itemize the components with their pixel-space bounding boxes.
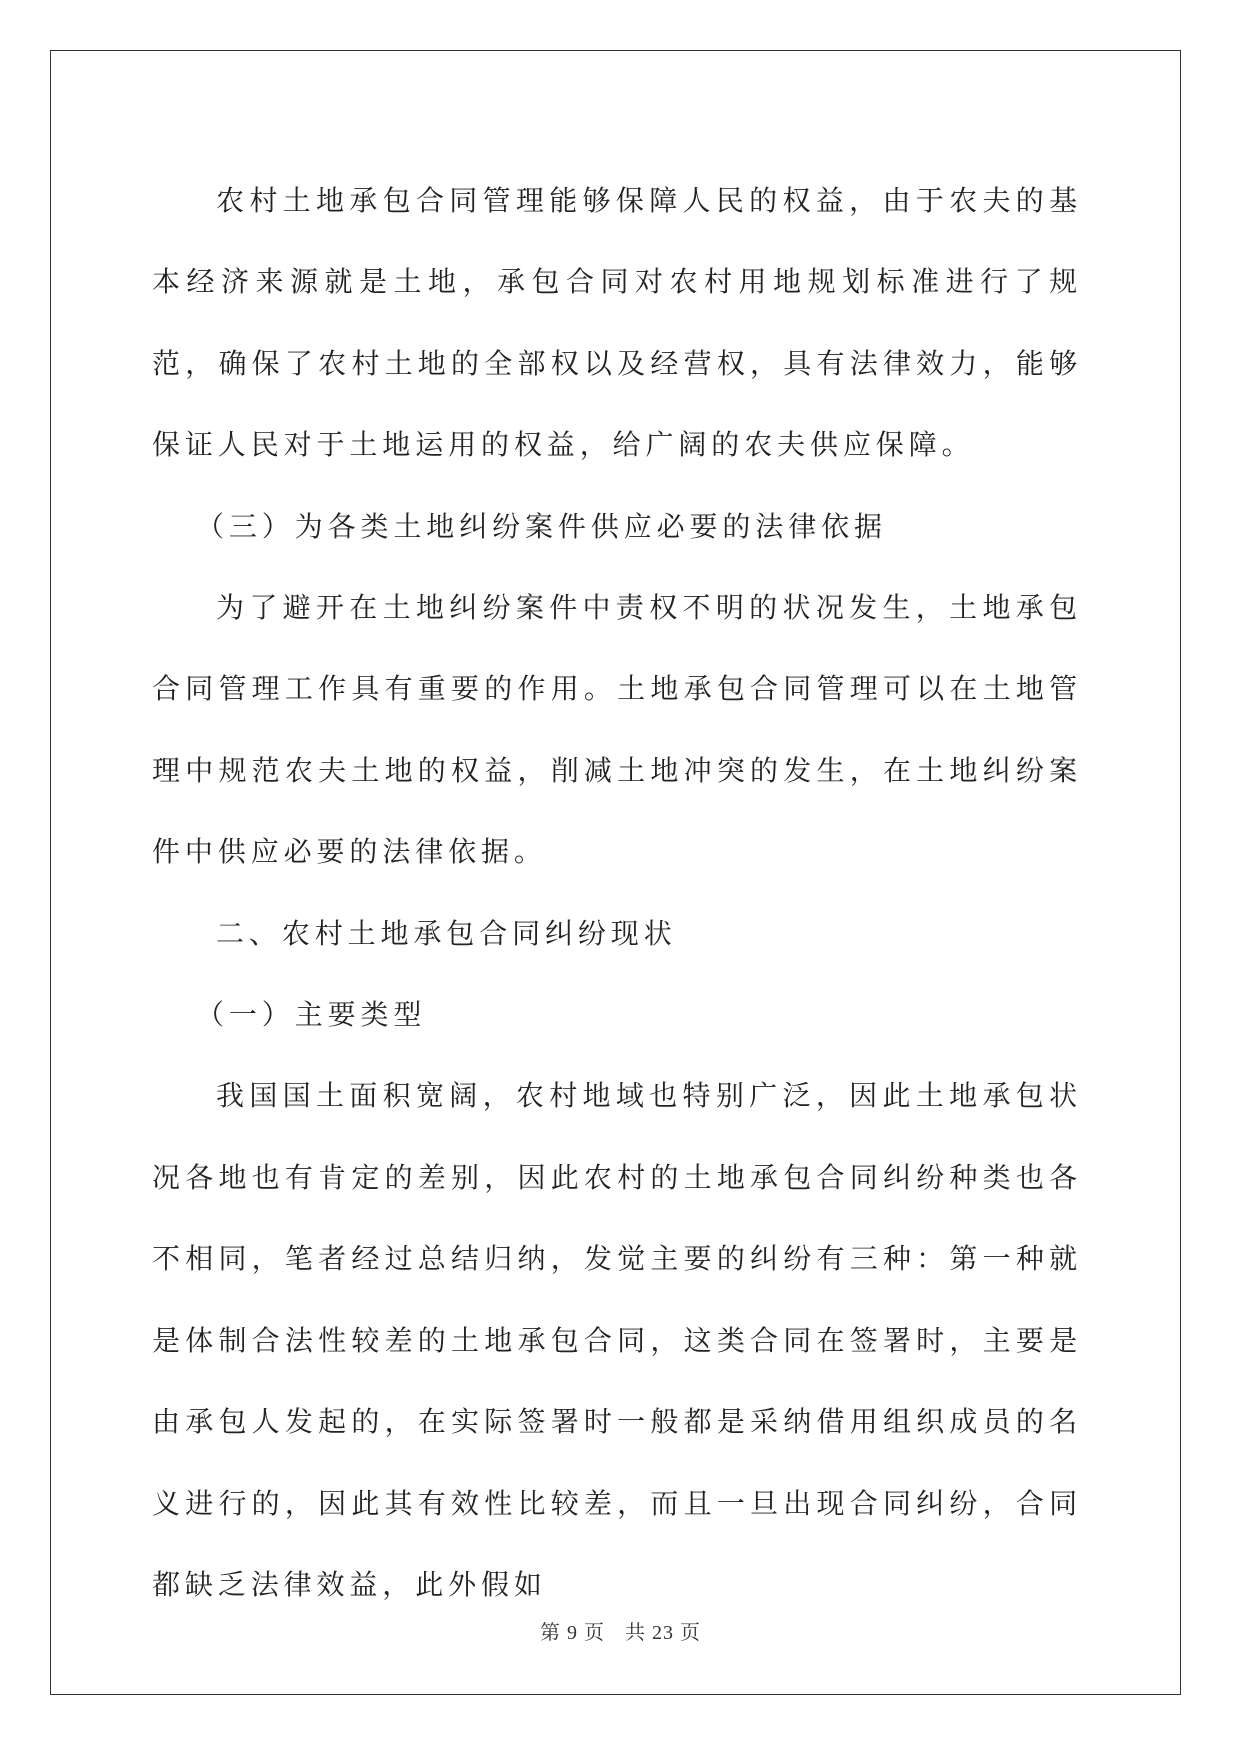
paragraph-main-types: 我国国土面积宽阔，农村地域也特别广泛，因此土地承包状况各地也有肯定的差别，因此农村的土地承包合同纠纷种类也各不相同，笔者经过总结归纳，发觉主要的纠纷有三种：第一种就是体制合法性较差的土地承包合同，这类合同在签署时，主要是由承包人发起的，在实际签署时一般都是采纳借用组织成员的名义进行的，因此其有效性比较差，而且一旦出现合同纠纷，合同都缺乏法律效益，此外假如 — [152, 1079, 1082, 1601]
page-number: 第 9 页 — [540, 1622, 605, 1644]
subheading-legal-basis: （三）为各类土地纠纷案件供应必要的法律依据 — [196, 509, 887, 543]
paragraph-legal-basis: 为了避开在土地纠纷案件中责权不明的状况发生，土地承包合同管理工作具有重要的作用。土地承包合同管理可以在土地管理中规范农夫土地的权益，削减土地冲突的发生，在土地纠纷案件中供应必要的法律依据。 — [152, 591, 1082, 869]
paragraph-rights-protection: 农村土地承包合同管理能够保障人民的权益，由于农夫的基本经济来源就是土地，承包合同对农村用地规划标准进行了规范，确保了农村土地的全部权以及经营权，具有法律效力，能够保证人民对于土地运用的权益，给广阔的农夫供应保障。 — [152, 184, 1082, 462]
subheading-main-types: （一）主要类型 — [196, 998, 427, 1032]
page-total: 共 23 页 — [625, 1622, 701, 1644]
page-footer — [0, 1616, 1241, 1645]
document-body — [152, 160, 1082, 1625]
section-heading-dispute-status: 二、农村土地承包合同纠纷现状 — [216, 916, 677, 950]
